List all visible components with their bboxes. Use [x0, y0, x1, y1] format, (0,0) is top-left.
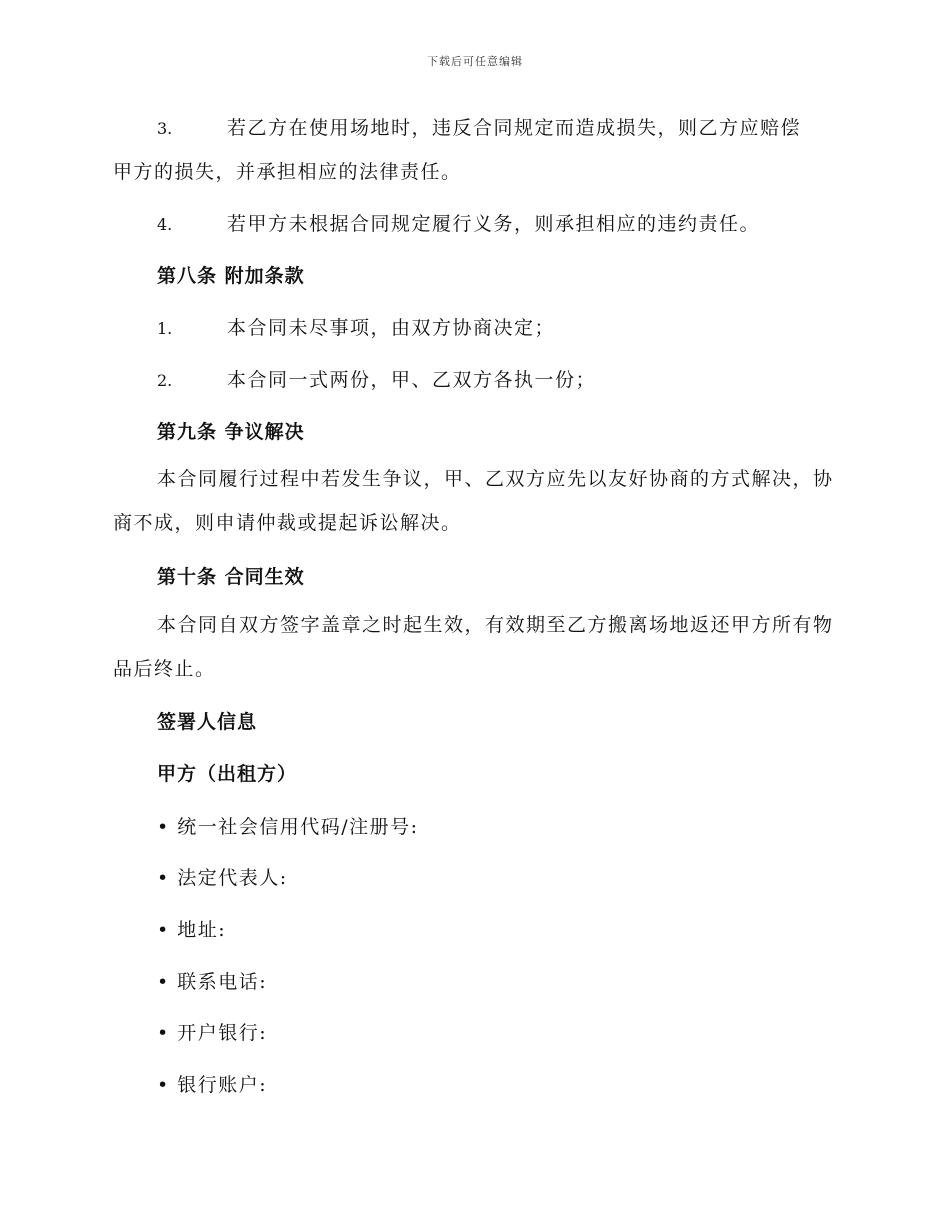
field-bank-account: • 银行账户:: [157, 1074, 268, 1096]
article-body: 本合同履行过程中若发生争议，甲、乙双方应先以友好协商的方式解决，协商不成，则申请仲裁或提起诉讼解决。: [113, 468, 834, 534]
clause-text: 若甲方未根据合同规定履行义务，则承担相应的违约责任。: [227, 213, 761, 235]
field-phone: • 联系电话:: [157, 971, 268, 993]
clause-text: 本合同一式两份，甲、乙双方各执一份；: [227, 369, 597, 391]
article-heading: 第十条 合同生效: [157, 566, 305, 588]
clause-text-line2: 甲方的损失，并承担相应的法律责任。: [113, 161, 462, 183]
field-legal-rep: • 法定代表人:: [157, 867, 288, 889]
clause-item: [157, 113, 801, 140]
clause-item: [157, 209, 760, 236]
signatory-heading: 签署人信息: [157, 711, 258, 733]
party-a-heading: 甲方（出租方）: [157, 763, 298, 785]
clause-item: [157, 313, 555, 340]
article-heading: 第八条 附加条款: [157, 265, 305, 287]
clause-number: 1.: [157, 319, 173, 338]
clause-item: [157, 365, 596, 392]
clause-number: 3.: [157, 119, 173, 138]
clause-number: 4.: [157, 215, 173, 234]
field-bank: • 开户银行:: [157, 1022, 268, 1044]
clause-number: 2.: [157, 371, 173, 390]
field-credit-code: • 统一社会信用代码/注册号:: [157, 816, 419, 838]
field-address: • 地址:: [157, 919, 227, 941]
clause-text-line1: 若乙方在使用场地时，违反合同规定而造成损失，则乙方应赔偿: [227, 117, 802, 139]
article-heading: 第九条 争议解决: [157, 421, 305, 443]
clause-text: 本合同未尽事项，由双方协商决定；: [227, 317, 556, 339]
article-body: 本合同自双方签字盖章之时起生效，有效期至乙方搬离场地返还甲方所有物品后终止。: [113, 614, 834, 680]
page-header: 下载后可任意编辑: [427, 55, 523, 68]
